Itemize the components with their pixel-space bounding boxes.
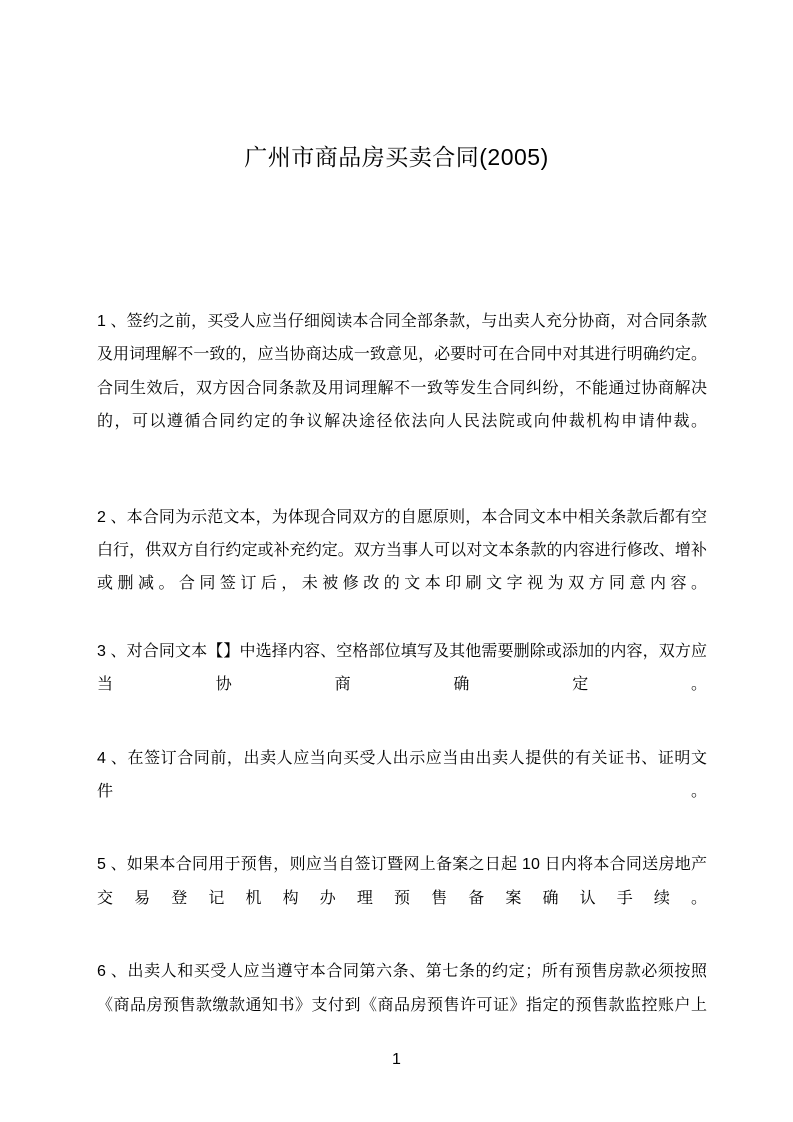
paragraph-5: 5 、如果本合同用于预售，则应当自签订暨网上备案之日起 10 日内将本合同送房地产交易登记机构办理预售备案确认手续。 bbox=[97, 856, 707, 907]
paragraph-6: 6 、出卖人和买受人应当遵守本合同第六条、第七条的约定；所有预售房款必须按照《商品房预售款缴款通知书》支付到《商品房预售许可证》指定的预售款监控账户上 bbox=[97, 963, 707, 1014]
paragraph-3: 3 、对合同文本【】中选择内容、空格部位填写及其他需要删除或添加的内容，双方应当协商确定。 bbox=[97, 642, 707, 694]
paragraph-2: 2 、本合同为示范文本，为体现合同双方的自愿原则，本合同文本中相关条款后都有空白行，供双方自行约定或补充约定。双方当事人可以对文本条款的内容进行修改、增补或删减。合同签订后，未被修改的文本印刷文字视为双方同意内容。 bbox=[97, 508, 707, 593]
document-title: 广州市商品房买卖合同(2005) bbox=[244, 144, 549, 170]
page-number: 1 bbox=[392, 1051, 401, 1068]
paragraph-4: 4 、在签订合同前，出卖人应当向买受人出示应当由出卖人提供的有关证书、证明文件。 bbox=[97, 749, 707, 801]
paragraph-1: 1 、签约之前，买受人应当仔细阅读本合同全部条款，与出卖人充分协商，对合同条款及用词理解不一致的，应当协商达成一致意见，必要时可在合同中对其进行明确约定。合同生效后，双方因合同条款及用词理解不一致等发生合同纠纷，不能通过协商解决的，可以遵循合同约定的争议解决途径依法向人民法院或向仲裁机构申请仲裁。 bbox=[97, 313, 707, 431]
document-body bbox=[97, 305, 707, 1022]
